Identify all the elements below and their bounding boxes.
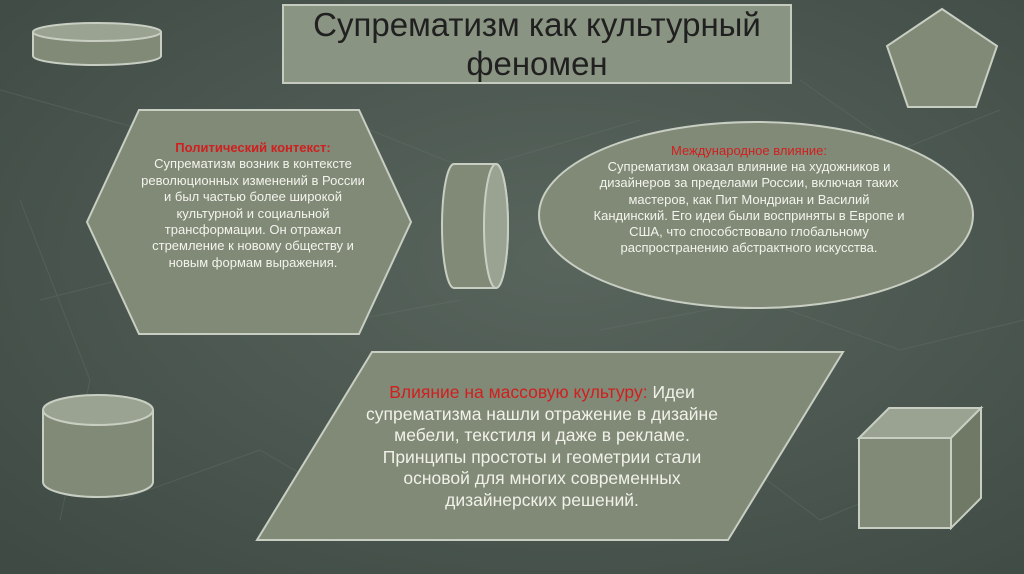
cube-icon: [856, 404, 984, 532]
pentagon-icon: [884, 6, 1000, 110]
international-text: Супрематизм оказал влияние на художников и дизайнеров за пределами России, включая таких мастеров, как Пит Мондриан и Василий Кандинский. Его идеи были восприняты в Европе и США, что способствовало глобальному распространению абстрактного искусства.: [593, 159, 905, 256]
mass-culture-heading: Влияние на массовую культуру:: [389, 382, 648, 402]
title-box: [282, 4, 792, 84]
cylinder-icon: [40, 392, 156, 502]
international-heading: Международное влияние:: [670, 143, 828, 158]
side-cylinder-icon: [440, 162, 510, 290]
flat-cylinder-icon: [30, 20, 166, 70]
mass-culture-block: [352, 382, 732, 511]
mass-culture-text: Идеи супрематизма нашли отражение в дизайне мебели, текстиля и даже в рекламе. Принципы простоты и геометрии стали основой для многих современных дизайнерских решений.: [366, 382, 718, 510]
international-influence-block: [590, 143, 908, 256]
political-heading: Политический контекст:: [175, 140, 331, 155]
political-context-block: [138, 140, 368, 271]
political-text: Супрематизм возник в контексте революционных изменений в России и был частью более широкой культурной и социальной трансформации. Он отражал стремление к новому обществу и новым формам выражения.: [141, 156, 365, 270]
page-title: Супрематизм как культурный феномен: [313, 6, 761, 82]
